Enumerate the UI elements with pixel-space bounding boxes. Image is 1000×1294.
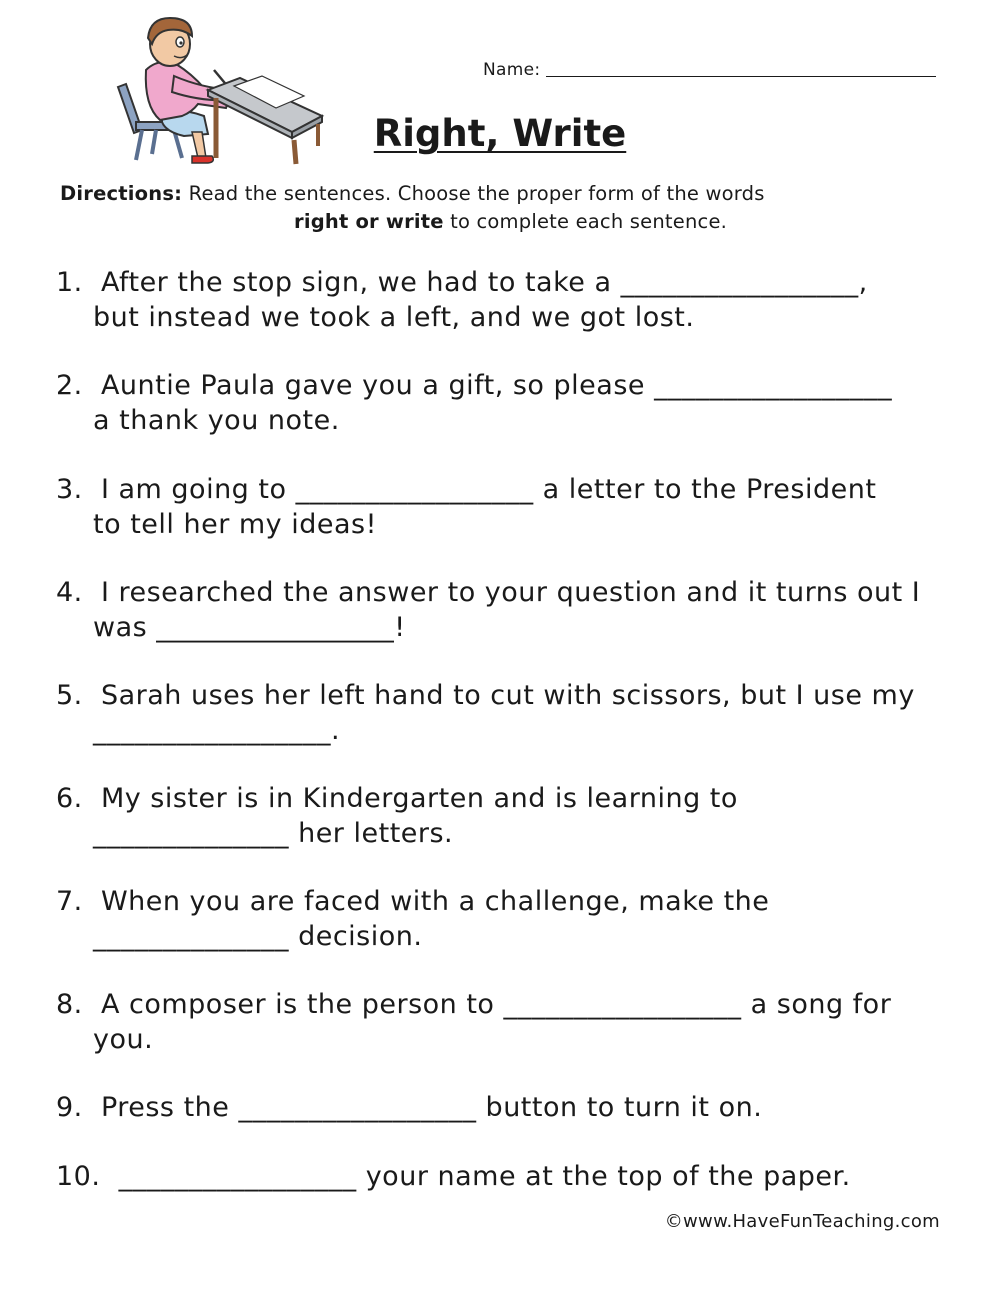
question-line-1: After the stop sign, we had to take a _________________,	[100, 267, 868, 298]
question-line-1: Auntie Paula gave you a gift, so please _________________	[100, 370, 893, 401]
question-2	[56, 368, 956, 438]
question-number: 8.	[56, 989, 83, 1020]
question-number: 5.	[56, 680, 83, 711]
question-8	[56, 987, 956, 1057]
question-number: 4.	[56, 577, 83, 608]
question-number: 6.	[56, 783, 83, 814]
question-line-2: but instead we took a left, and we got lost.	[93, 302, 695, 333]
name-blank-line[interactable]	[546, 76, 936, 77]
directions-text: Read the sentences. Choose the proper form of the words	[188, 182, 765, 205]
directions	[60, 180, 940, 236]
question-number: 1.	[56, 267, 83, 298]
question-line-1: Press the _________________ button to turn it on.	[100, 1092, 763, 1123]
question-3	[56, 472, 956, 542]
question-line-2: ______________ decision.	[93, 921, 423, 952]
question-line-2: was _________________!	[93, 612, 406, 643]
question-1	[56, 265, 956, 335]
question-number: 10.	[56, 1161, 101, 1192]
question-4	[56, 575, 956, 645]
question-line-2: _________________.	[93, 715, 341, 746]
question-5	[56, 678, 956, 748]
question-line-1: A composer is the person to _________________ a song for	[100, 989, 892, 1020]
question-6	[56, 781, 956, 851]
question-number: 3.	[56, 474, 83, 505]
name-label: Name:	[483, 60, 541, 80]
directions-text-end: to complete each sentence.	[450, 210, 728, 233]
question-line-1: _________________ your name at the top of the paper.	[118, 1161, 851, 1192]
question-number: 7.	[56, 886, 83, 917]
directions-line-2	[60, 208, 940, 236]
copyright-footer: ©www.HaveFunTeaching.com	[664, 1211, 940, 1232]
question-number: 2.	[56, 370, 83, 401]
title-text: Right, Write	[373, 112, 627, 155]
question-line-2: to tell her my ideas!	[93, 509, 377, 540]
directions-bold-words: right or write	[294, 210, 444, 233]
question-number: 9.	[56, 1092, 83, 1123]
question-line-1: I researched the answer to your question and it turns out I	[100, 577, 921, 608]
question-9	[56, 1090, 956, 1125]
question-7	[56, 884, 956, 954]
question-line-2: a thank you note.	[93, 405, 340, 436]
question-line-1: When you are faced with a challenge, make the	[100, 886, 770, 917]
question-line-1: I am going to _________________ a letter to the President	[100, 474, 877, 505]
question-line-2: ______________ her letters.	[93, 818, 454, 849]
question-line-1: My sister is in Kindergarten and is learning to	[100, 783, 738, 814]
page-title	[0, 112, 1000, 155]
question-10	[56, 1159, 956, 1194]
directions-label: Directions:	[60, 182, 183, 205]
question-line-2: you.	[93, 1024, 154, 1055]
name-field[interactable]	[483, 60, 943, 80]
question-line-1: Sarah uses her left hand to cut with scissors, but I use my	[100, 680, 915, 711]
